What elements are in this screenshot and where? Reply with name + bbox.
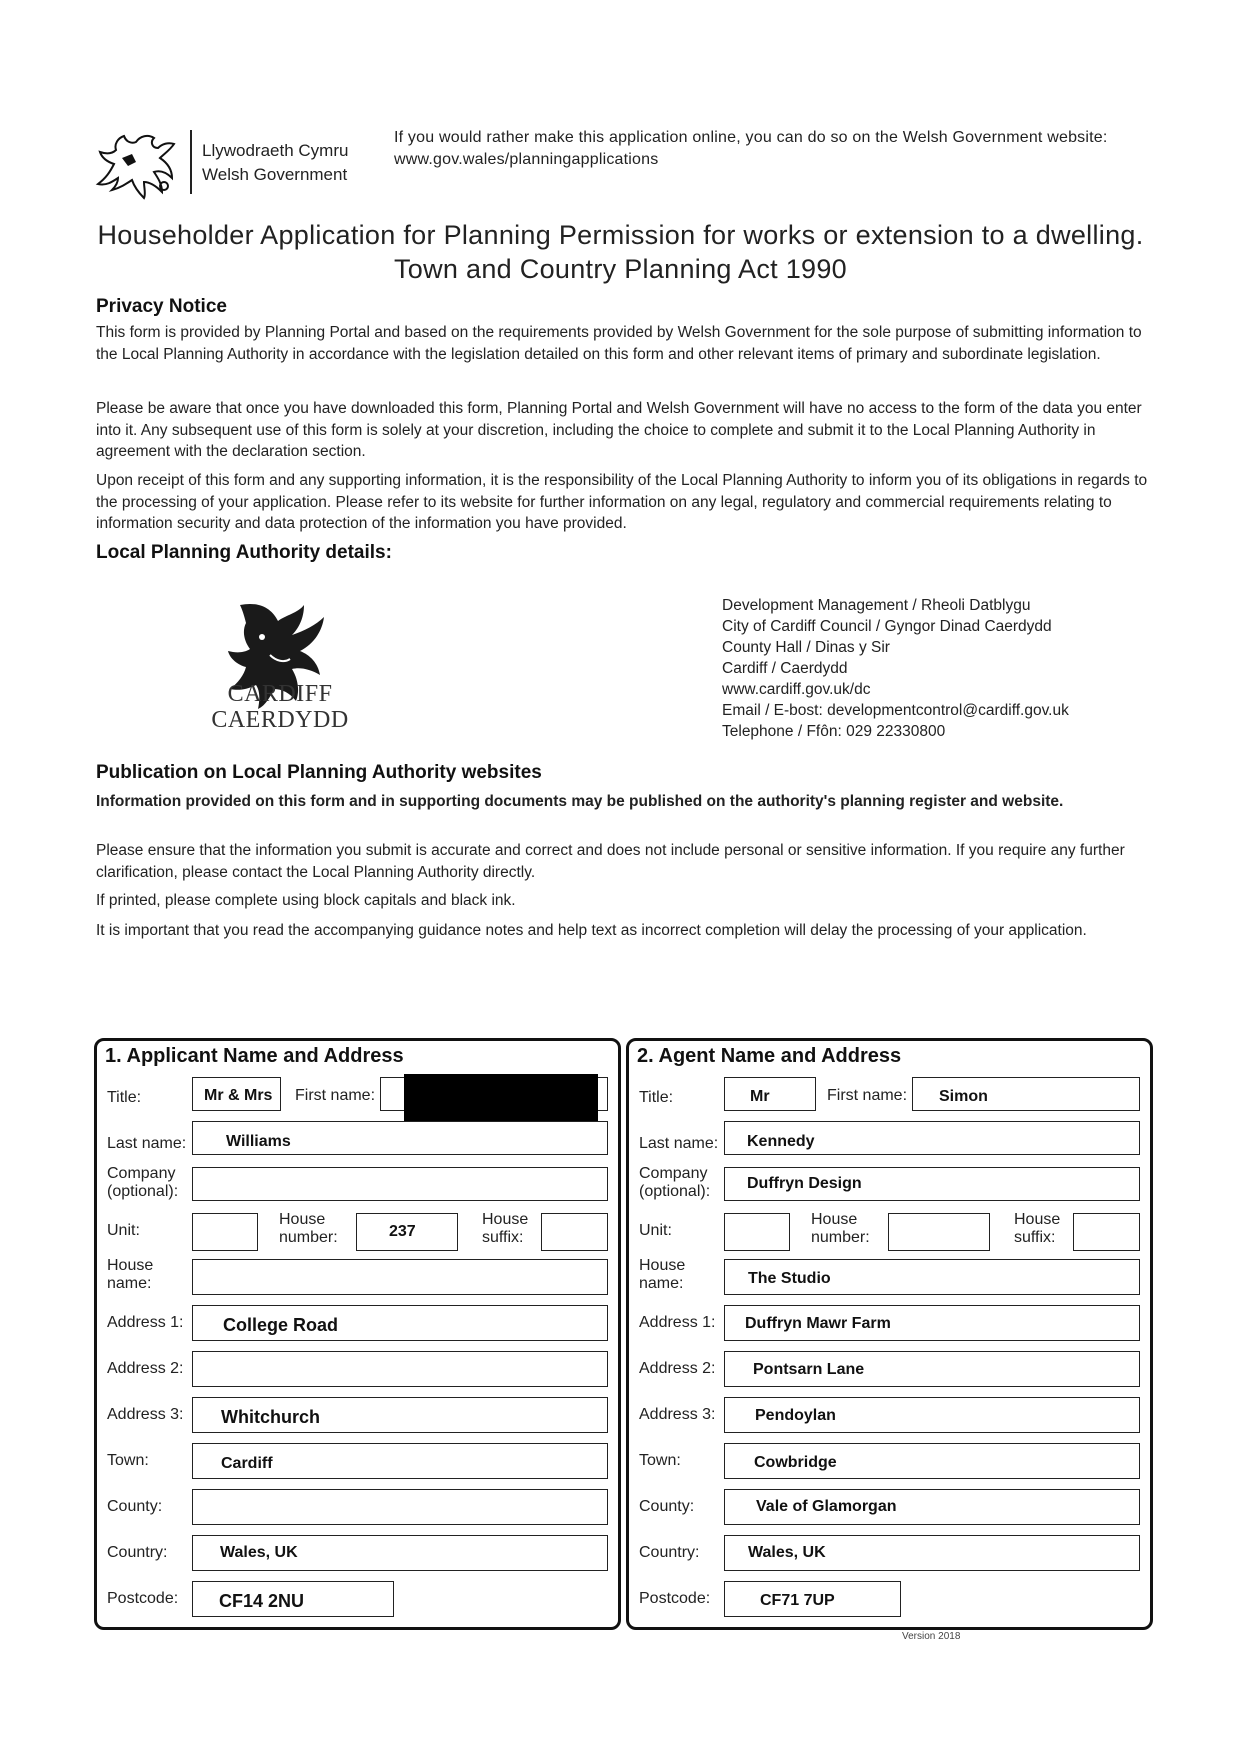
agent-house-name-value: The Studio xyxy=(748,1270,831,1287)
address-2-label: Address 2: xyxy=(107,1360,184,1377)
agent-address-3-value: Pendoylan xyxy=(755,1407,836,1424)
applicant-unit-field[interactable] xyxy=(192,1213,258,1251)
welsh-dragon-logo-icon xyxy=(92,128,182,200)
page-title: Householder Application for Planning Permission for works or extension to a dwelling. xyxy=(97,220,1144,250)
applicant-county-field[interactable] xyxy=(192,1489,608,1525)
privacy-paragraph-2: Please be aware that once you have downloaded this form, Planning Portal and Welsh Government will have no access to the form of the data you enter into it. Any subsequent use of this form is solely at your discretion, including the choice to complete and submit it to the Local Planning Authority in agreement with the declaration section. xyxy=(96,400,1142,460)
house-name-label-2: name: xyxy=(639,1275,684,1292)
agent-house-suffix-field[interactable] xyxy=(1073,1213,1140,1251)
last-name-label: Last name: xyxy=(639,1135,719,1152)
logo-divider xyxy=(190,130,192,194)
company-optional-label: (optional): xyxy=(639,1183,711,1200)
last-name-label: Last name: xyxy=(107,1135,187,1152)
online-application-note: If you would rather make this application online, you can do so on the Welsh Government website: xyxy=(394,129,1108,146)
company-label: Company xyxy=(639,1165,708,1182)
authority-address-line: Development Management / Rheoli Datblygu xyxy=(722,597,1031,614)
house-number-label: House xyxy=(811,1211,858,1228)
company-label: Company xyxy=(107,1165,176,1182)
house-name-label: House xyxy=(639,1257,686,1274)
publication-heading: Publication on Local Planning Authority websites xyxy=(96,762,542,783)
applicant-heading: 1. Applicant Name and Address xyxy=(105,1045,404,1067)
agent-house-number-field[interactable] xyxy=(888,1213,990,1251)
address-3-label: Address 3: xyxy=(107,1406,184,1423)
logo-text-welsh: Llywodraeth Cymru xyxy=(202,141,349,160)
agent-address-1-value: Duffryn Mawr Farm xyxy=(745,1315,891,1332)
authority-address-line: Cardiff / Caerdydd xyxy=(722,660,848,677)
online-application-link[interactable]: www.gov.wales/planningapplications xyxy=(394,151,659,168)
authority-logo-text-welsh: CAERDYDD xyxy=(211,707,349,733)
agent-last-name-value: Kennedy xyxy=(747,1133,815,1150)
publication-paragraph-3: It is important that you read the accompanying guidance notes and help text as incorrect completion will delay the processing of your application. xyxy=(96,922,1087,939)
applicant-postcode-value: CF14 2NU xyxy=(219,1591,305,1611)
publication-bold-note: Information provided on this form and in supporting documents may be published on the authority's planning register and website. xyxy=(96,793,1064,810)
privacy-paragraph-3: Upon receipt of this form and any supporting information, it is the responsibility of the Local Planning Authority to inform you of its obligations in regards to the processing of your application. Please refer to its website for further information on any legal, regulatory and commercial requirements relating to information security and data protection of the information you have provided. xyxy=(96,472,1148,532)
house-suffix-label: House xyxy=(482,1211,529,1228)
applicant-address-3-value: Whitchurch xyxy=(221,1407,320,1427)
publication-paragraph-2: If printed, please complete using block capitals and black ink. xyxy=(96,892,516,909)
town-label: Town: xyxy=(639,1452,681,1469)
postcode-label: Postcode: xyxy=(639,1590,711,1607)
page-subtitle: Town and Country Planning Act 1990 xyxy=(394,254,847,284)
agent-first-name-value: Simon xyxy=(939,1088,988,1105)
authority-address-line: County Hall / Dinas y Sir xyxy=(722,639,890,656)
redaction-block xyxy=(404,1074,598,1125)
agent-country-value: Wales, UK xyxy=(748,1544,826,1561)
county-label: County: xyxy=(639,1498,695,1515)
privacy-paragraph-1: This form is provided by Planning Portal and based on the requirements provided by Welsh Government for the sole purpose of submitting information to the Local Planning Authority in accordance with the legislation detailed on this form and other relevant items of primary and subordinate legislation. xyxy=(96,324,1142,363)
agent-section xyxy=(626,1038,1153,1630)
applicant-title-value: Mr & Mrs xyxy=(204,1087,273,1104)
agent-postcode-value: CF71 7UP xyxy=(760,1592,835,1609)
applicant-house-number-value: 237 xyxy=(389,1223,416,1240)
authority-email[interactable]: Email / E-bost: developmentcontrol@cardiff.gov.uk xyxy=(722,702,1069,719)
version-label: Version 2018 xyxy=(902,1631,961,1642)
authority-website-link[interactable]: www.cardiff.gov.uk/dc xyxy=(722,681,871,698)
address-2-label: Address 2: xyxy=(639,1360,716,1377)
applicant-address-1-value: College Road xyxy=(223,1315,339,1335)
town-label: Town: xyxy=(107,1452,149,1469)
agent-company-value: Duffryn Design xyxy=(747,1175,862,1192)
postcode-label: Postcode: xyxy=(107,1590,179,1607)
agent-heading: 2. Agent Name and Address xyxy=(637,1045,902,1067)
house-number-label: House xyxy=(279,1211,326,1228)
agent-title-field[interactable] xyxy=(724,1077,816,1111)
house-number-label-2: number: xyxy=(279,1229,338,1246)
house-suffix-label: House xyxy=(1014,1211,1061,1228)
applicant-house-name-field[interactable] xyxy=(192,1259,608,1295)
address-1-label: Address 1: xyxy=(107,1314,184,1331)
authority-address-line: City of Cardiff Council / Gyngor Dinad Caerdydd xyxy=(722,618,1052,635)
house-number-label-2: number: xyxy=(811,1229,870,1246)
house-name-label: House xyxy=(107,1257,154,1274)
applicant-town-value: Cardiff xyxy=(221,1455,273,1472)
company-optional-label: (optional): xyxy=(107,1183,179,1200)
title-label: Title: xyxy=(107,1089,142,1106)
house-suffix-label-2: suffix: xyxy=(1014,1229,1056,1246)
publication-paragraph-1: Please ensure that the information you submit is accurate and correct and does not include personal or sensitive information. If you require any further clarification, please contact the Local Planning Authority directly. xyxy=(96,842,1125,881)
applicant-section xyxy=(94,1038,621,1630)
authority-logo-text-english: CARDIFF xyxy=(227,681,333,707)
county-label: County: xyxy=(107,1498,163,1515)
first-name-label: First name: xyxy=(295,1087,376,1104)
address-1-label: Address 1: xyxy=(639,1314,716,1331)
applicant-address-2-field[interactable] xyxy=(192,1351,608,1387)
authority-telephone: Telephone / Ffôn: 029 22330800 xyxy=(722,723,946,740)
unit-label: Unit: xyxy=(639,1222,672,1239)
unit-label: Unit: xyxy=(107,1222,140,1239)
agent-address-2-value: Pontsarn Lane xyxy=(753,1361,865,1378)
title-label: Title: xyxy=(639,1089,674,1106)
authority-heading: Local Planning Authority details: xyxy=(96,542,392,563)
applicant-house-suffix-field[interactable] xyxy=(541,1213,608,1251)
agent-unit-field[interactable] xyxy=(724,1213,790,1251)
address-3-label: Address 3: xyxy=(639,1406,716,1423)
applicant-company-field[interactable] xyxy=(192,1167,608,1201)
first-name-label: First name: xyxy=(827,1087,908,1104)
country-label: Country: xyxy=(639,1544,700,1561)
agent-title-value: Mr xyxy=(750,1088,770,1105)
house-suffix-label-2: suffix: xyxy=(482,1229,524,1246)
country-label: Country: xyxy=(107,1544,168,1561)
house-name-label-2: name: xyxy=(107,1275,152,1292)
applicant-country-value: Wales, UK xyxy=(220,1544,298,1561)
privacy-heading: Privacy Notice xyxy=(96,296,227,317)
applicant-last-name-value: Williams xyxy=(226,1133,291,1150)
logo-text-english: Welsh Government xyxy=(202,165,348,184)
agent-town-value: Cowbridge xyxy=(754,1454,837,1471)
agent-county-value: Vale of Glamorgan xyxy=(756,1498,897,1515)
